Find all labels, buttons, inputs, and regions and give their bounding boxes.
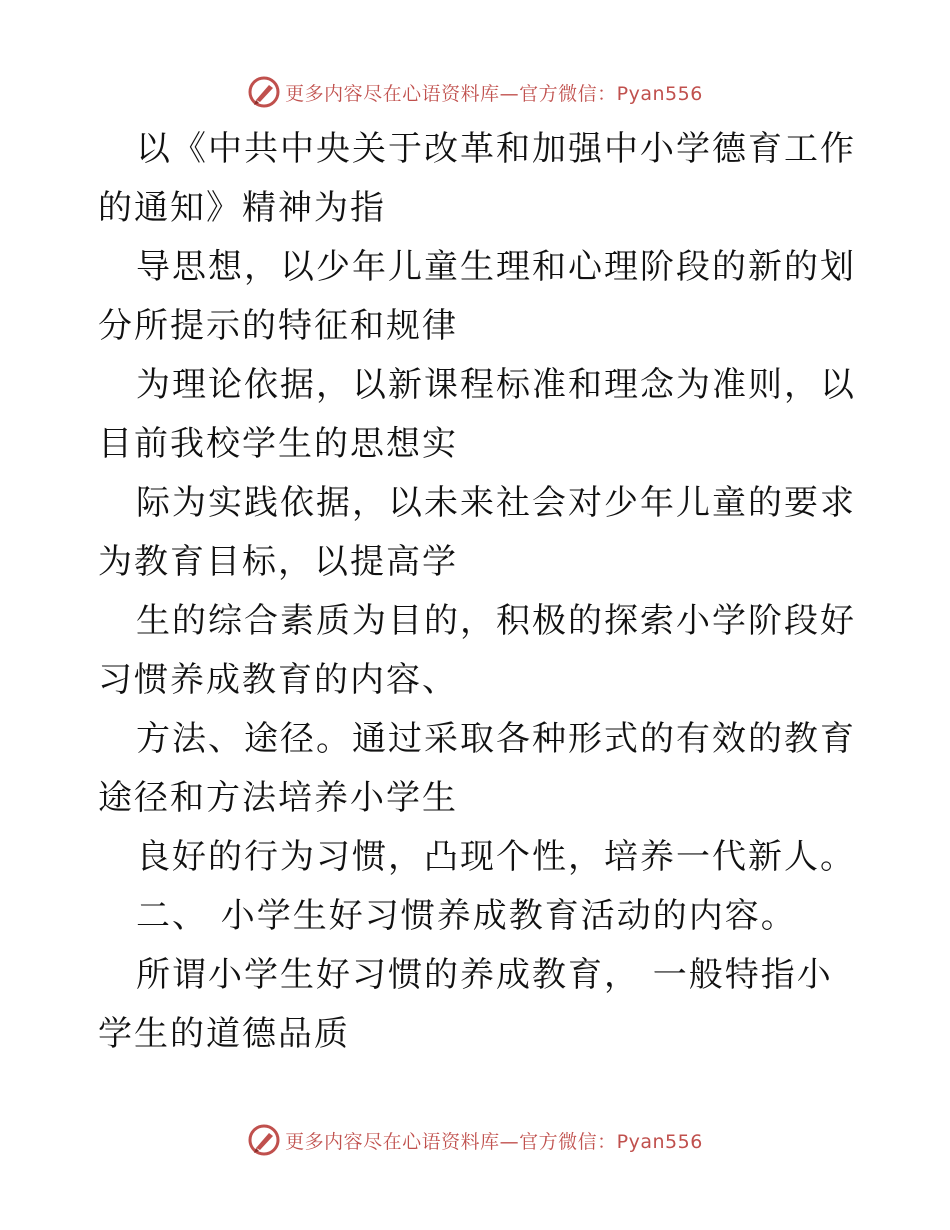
paragraph-6: 方法、途径。通过采取各种形式的有效的教育途径和方法培养小学生 [98,719,856,818]
footer-banner [0,1120,950,1160]
document-body [98,120,858,1064]
paragraph-1: 以《中共中央关于改革和加强中小学德育工作的通知》精神为指 [98,129,856,228]
header-banner [0,72,950,112]
footer-banner-text: 更多内容尽在心语资料库—官方微信：Pyan556 [285,1130,703,1153]
paragraph-5: 生的综合素质为目的，积极的探索小学阶段好习惯养成教育的内容、 [98,601,856,700]
paragraph-4: 际为实践依据，以未来社会对少年儿童的要求为教育目标，以提高学 [98,483,856,582]
pen-logo-icon [247,1123,281,1157]
paragraph-8: 所谓小学生好习惯的养成教育， 一般特指小学生的道德品质 [98,955,833,1054]
paragraph-2: 导思想，以少年儿童生理和心理阶段的新的划分所提示的特征和规律 [98,247,856,346]
paragraph-7: 良好的行为习惯，凸现个性，培养一代新人。 [136,837,856,877]
pen-logo-icon [247,75,281,109]
header-banner-text: 更多内容尽在心语资料库—官方微信：Pyan556 [285,82,703,105]
section-heading-2: 二、 小学生好习惯养成教育活动的内容。 [136,896,797,936]
paragraph-3: 为理论依据，以新课程标准和理念为准则，以目前我校学生的思想实 [98,365,856,464]
